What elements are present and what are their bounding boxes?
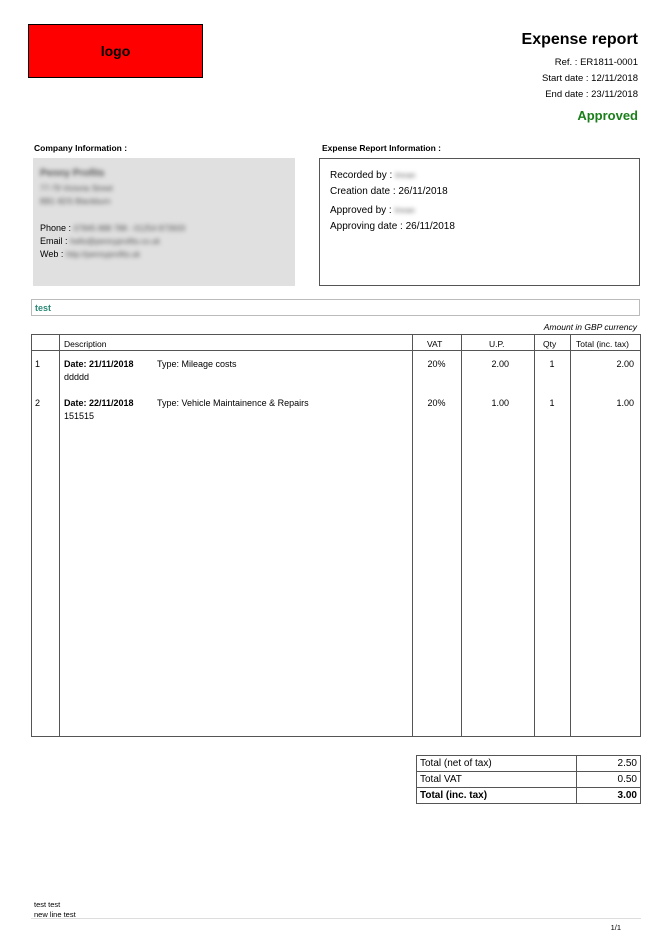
creation-date: Creation date : 26/11/2018 (330, 186, 448, 197)
email-label: Email : (40, 236, 68, 246)
company-section-title: Company Information : (34, 143, 128, 153)
approved-by-row (330, 205, 415, 216)
status-badge: Approved (577, 108, 638, 123)
column-divider (570, 335, 571, 736)
web-label: Web : (40, 249, 64, 259)
company-web-row (40, 249, 140, 259)
row-qty: 1 (549, 359, 555, 369)
company-info-box (33, 158, 295, 286)
end-date: End date : 23/11/2018 (545, 89, 638, 100)
total-net-row (417, 756, 640, 772)
row-unit-price: 2.00 (491, 359, 509, 369)
column-divider (534, 335, 535, 736)
page-number: 1/1 (610, 923, 621, 932)
footer-divider (31, 918, 641, 919)
column-divider (412, 335, 413, 736)
phone-label: Phone : (40, 223, 72, 233)
row-unit-price: 1.00 (491, 398, 509, 408)
col-header-description: Description (64, 339, 107, 349)
header-divider (32, 350, 640, 351)
total-inc-row (417, 788, 640, 804)
row-vat: 20% (427, 398, 446, 408)
document-title: Expense report (521, 31, 638, 48)
ref-number: Ref. : ER1811-0001 (554, 57, 638, 68)
row-number: 1 (35, 359, 41, 369)
company-address-line2: BB1 6DS Blackburn (40, 197, 111, 206)
total-vat-row (417, 772, 640, 788)
approved-by-name: Imran (394, 206, 415, 215)
row-qty: 1 (549, 398, 555, 408)
row-total: 1.00 (616, 398, 634, 408)
company-logo: logo (28, 24, 203, 78)
total-net-value: 2.50 (617, 758, 637, 769)
approving-date: Approving date : 26/11/2018 (330, 221, 455, 232)
company-email-row (40, 236, 160, 246)
total-vat-value: 0.50 (617, 774, 637, 785)
totals-table (416, 755, 641, 804)
row-type: Type: Mileage costs (157, 359, 237, 369)
currency-note: Amount in GBP currency (543, 322, 637, 332)
row-type: Type: Vehicle Maintainence & Repairs (157, 398, 309, 408)
column-divider (461, 335, 462, 736)
row-comment: ddddd (64, 372, 90, 382)
col-header-qty: Qty (543, 339, 557, 349)
report-info-box (319, 158, 640, 286)
row-date: Date: 22/11/2018 (64, 398, 134, 408)
report-section-title: Expense Report Information : (322, 143, 442, 153)
row-comment: 151515 (64, 411, 95, 421)
recorded-by-row (330, 170, 416, 181)
approved-by-label: Approved by : (330, 205, 392, 216)
recorded-by-label: Recorded by : (330, 170, 393, 181)
expense-lines-table (31, 334, 641, 737)
recorded-by-name: Imran (395, 171, 416, 180)
footer-line-1: test test (34, 900, 61, 909)
company-address-line1: 77-79 Victoria Street (40, 184, 113, 193)
total-inc-value: 3.00 (617, 790, 637, 801)
column-divider (59, 335, 60, 736)
footer-line-2: new line test (34, 910, 76, 919)
row-total: 2.00 (616, 359, 634, 369)
email-value: hello@pennyprofits.co.uk (70, 237, 160, 246)
col-header-vat: VAT (427, 339, 443, 349)
row-number: 2 (35, 398, 41, 408)
web-value: http://pennyprofits.uk (65, 250, 141, 259)
company-name: Penny Profits (40, 168, 105, 179)
row-vat: 20% (427, 359, 446, 369)
col-header-total: Total (inc. tax) (576, 339, 629, 349)
start-date: Start date : 12/11/2018 (542, 73, 638, 84)
company-phone-row (40, 223, 185, 233)
phone-value: 07845 888 788 - 01254 873933 (73, 224, 186, 233)
total-inc-label: Total (inc. tax) (420, 790, 488, 801)
row-date: Date: 21/11/2018 (64, 359, 134, 369)
total-net-label: Total (net of tax) (420, 758, 492, 769)
col-header-up: U.P. (489, 339, 505, 349)
total-vat-label: Total VAT (420, 774, 462, 785)
public-note: test (31, 299, 640, 316)
